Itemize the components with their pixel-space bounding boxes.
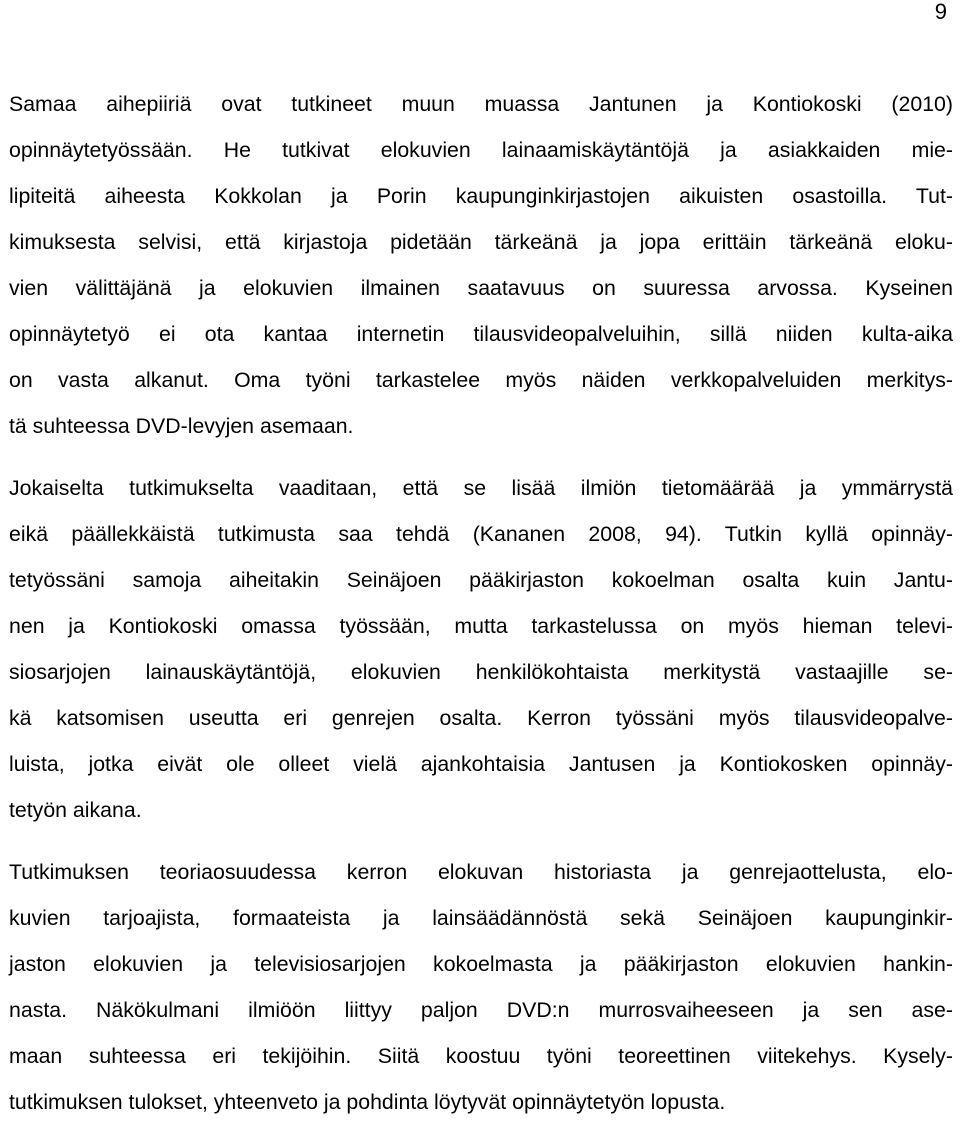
text-line: on vasta alkanut. Oma työni tarkastelee myös näiden verkkopalveluiden merkitys- (9, 368, 953, 392)
text-line: Samaa aihepiiriä ovat tutkineet muun muassa Jantunen ja Kontiokoski (2010) (9, 92, 953, 116)
text-line: opinnäytetyössään. He tutkivat elokuvien lainaamiskäytäntöjä ja asiakkaiden mie- (9, 138, 953, 162)
text-line: nasta. Näkökulmani ilmiöön liittyy paljon DVD:n murrosvaiheeseen ja sen ase- (9, 998, 953, 1022)
text-line: eikä päällekkäistä tutkimusta saa tehdä (Kananen 2008, 94). Tutkin kyllä opinnäy- (9, 522, 953, 546)
text-line: opinnäytetyö ei ota kantaa internetin tilausvideopalveluihin, sillä niiden kulta-aika (9, 322, 953, 346)
paragraph-thesis-structure (9, 849, 953, 1125)
text-line: tä suhteessa DVD-levyjen asemaan. (9, 414, 354, 438)
paragraph-related-studies (9, 81, 953, 449)
page-number: 9 (934, 0, 947, 24)
text-line: siosarjojen lainauskäytäntöjä, elokuvien henkilökohtaista merkitystä vastaajille se- (9, 660, 953, 684)
text-line: lipiteitä aiheesta Kokkolan ja Porin kaupunginkirjastojen aikuisten osastoilla. Tut- (9, 184, 953, 208)
text-line: luista, jotka eivät ole olleet vielä ajankohtaisia Jantusen ja Kontiokosken opinnäy- (9, 752, 953, 776)
text-line: kimuksesta selvisi, että kirjastoja pidetään tärkeänä ja jopa erittäin tärkeänä eloku- (9, 230, 953, 254)
paragraph-research-scope (9, 465, 953, 833)
text-line: tetyössäni samoja aiheitakin Seinäjoen pääkirjaston kokoelman osalta kuin Jantu- (9, 568, 953, 592)
text-line: kuvien tarjoajista, formaateista ja lainsäädännöstä sekä Seinäjoen kaupunginkir- (9, 906, 953, 930)
text-line: Jokaiselta tutkimukselta vaaditaan, että se lisää ilmiön tietomäärää ja ymmärrystä (9, 476, 953, 500)
text-line: vien välittäjänä ja elokuvien ilmainen saatavuus on suuressa arvossa. Kyseinen (9, 276, 953, 300)
text-line: nen ja Kontiokoski omassa työssään, mutta tarkastelussa on myös hieman televi- (9, 614, 953, 638)
text-line: maan suhteessa eri tekijöihin. Siitä koostuu työni teoreettinen viitekehys. Kysely- (9, 1044, 953, 1068)
text-line: Tutkimuksen teoriaosuudessa kerron elokuvan historiasta ja genrejaottelusta, elo- (9, 860, 953, 884)
text-line: jaston elokuvien ja televisiosarjojen kokoelmasta ja pääkirjaston elokuvien hankin- (9, 952, 953, 976)
text-line: tutkimuksen tulokset, yhteenveto ja pohdinta löytyvät opinnäytetyön lopusta. (9, 1090, 726, 1114)
text-line: tetyön aikana. (9, 798, 142, 822)
text-line: kä katsomisen useutta eri genrejen osalta. Kerron työssäni myös tilausvideopalve- (9, 706, 953, 730)
